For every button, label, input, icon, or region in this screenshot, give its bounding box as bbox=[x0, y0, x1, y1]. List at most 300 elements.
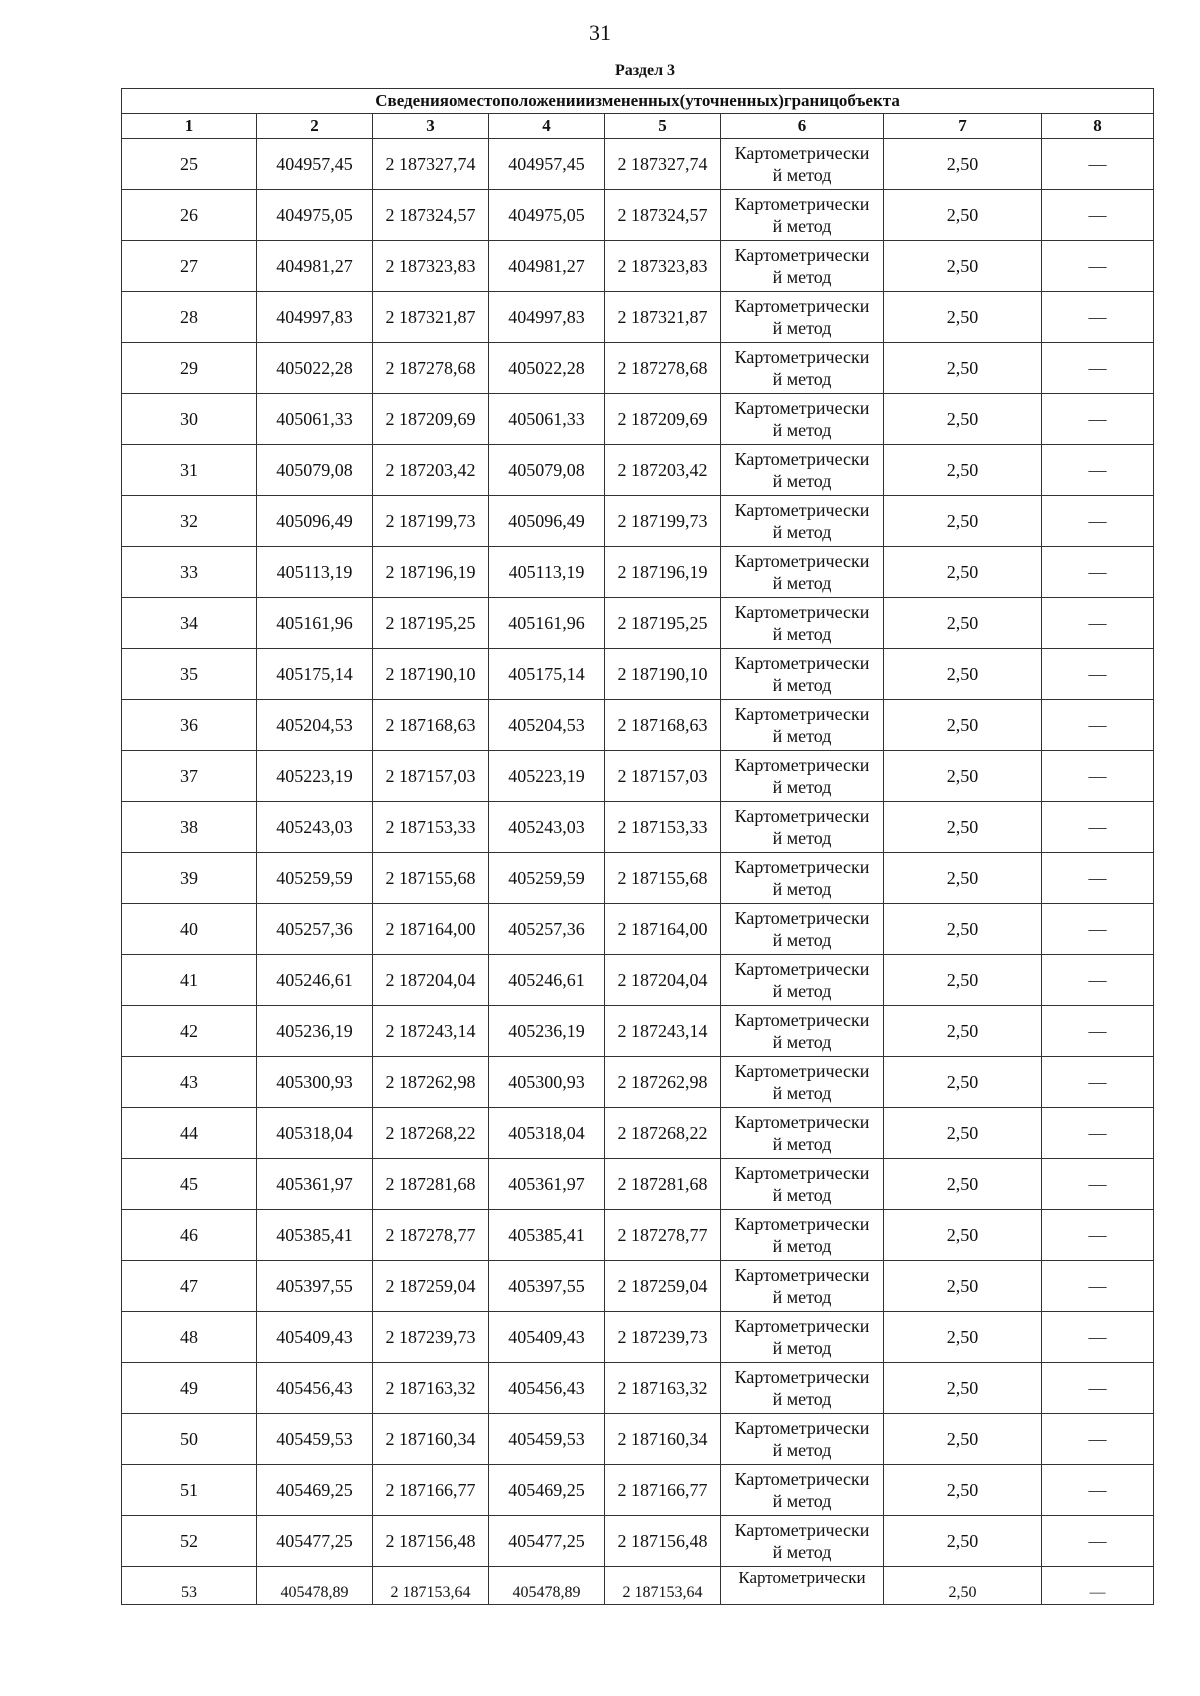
point-number-cell: 44 bbox=[122, 1108, 257, 1159]
method-line-2: й метод bbox=[772, 1287, 832, 1307]
x-existing-cell: 404957,45 bbox=[257, 139, 373, 190]
point-number-cell: 47 bbox=[122, 1261, 257, 1312]
note-cell: — bbox=[1042, 1312, 1154, 1363]
note-cell: — bbox=[1042, 139, 1154, 190]
x-refined-cell: 405079,08 bbox=[489, 445, 605, 496]
point-number-cell: 52 bbox=[122, 1516, 257, 1567]
x-refined-cell: 405236,19 bbox=[489, 1006, 605, 1057]
point-number-cell: 29 bbox=[122, 343, 257, 394]
method-line-2: й метод bbox=[772, 624, 832, 644]
accuracy-cell: 2,50 bbox=[884, 1414, 1042, 1465]
x-existing-cell: 404981,27 bbox=[257, 241, 373, 292]
y-refined-cell: 2 187243,14 bbox=[605, 1006, 721, 1057]
method-line-2: й метод bbox=[772, 675, 832, 695]
method-line-2: й метод bbox=[772, 471, 832, 491]
note-cell: — bbox=[1042, 802, 1154, 853]
x-refined-cell: 404975,05 bbox=[489, 190, 605, 241]
y-existing-cell: 2 187243,14 bbox=[373, 1006, 489, 1057]
x-refined-cell: 405257,36 bbox=[489, 904, 605, 955]
y-refined-cell: 2 187199,73 bbox=[605, 496, 721, 547]
method-line-1: Картометрически bbox=[734, 245, 870, 265]
method-line-1: Картометрически bbox=[734, 398, 870, 418]
x-existing-cell: 405022,28 bbox=[257, 343, 373, 394]
y-existing-cell: 2 187160,34 bbox=[373, 1414, 489, 1465]
table-row bbox=[122, 292, 1154, 343]
y-existing-cell: 2 187204,04 bbox=[373, 955, 489, 1006]
table-row bbox=[122, 1312, 1154, 1363]
method-cell bbox=[721, 802, 884, 853]
x-refined-cell: 405318,04 bbox=[489, 1108, 605, 1159]
column-number: 4 bbox=[489, 114, 605, 139]
method-line-1: Картометрически bbox=[734, 806, 870, 826]
table-row bbox=[122, 190, 1154, 241]
note-cell: — bbox=[1042, 445, 1154, 496]
x-existing-cell: 405300,93 bbox=[257, 1057, 373, 1108]
x-existing-cell: 405236,19 bbox=[257, 1006, 373, 1057]
x-refined-cell: 405397,55 bbox=[489, 1261, 605, 1312]
x-refined-cell: 405459,53 bbox=[489, 1414, 605, 1465]
y-refined-cell: 2 187324,57 bbox=[605, 190, 721, 241]
method-line-1: Картометрически bbox=[734, 1418, 870, 1438]
method-cell bbox=[721, 1159, 884, 1210]
accuracy-cell: 2,50 bbox=[884, 1159, 1042, 1210]
method-line-1: Картометрически bbox=[734, 1010, 870, 1030]
y-existing-cell: 2 187155,68 bbox=[373, 853, 489, 904]
column-number-row bbox=[122, 114, 1154, 139]
column-number: 3 bbox=[373, 114, 489, 139]
method-line-2: й метод bbox=[772, 1185, 832, 1205]
method-line-1: Картометрически bbox=[734, 857, 870, 877]
method-cell bbox=[721, 1006, 884, 1057]
method-cell bbox=[721, 394, 884, 445]
table-row bbox=[122, 241, 1154, 292]
x-existing-cell: 405385,41 bbox=[257, 1210, 373, 1261]
y-refined-cell: 2 187153,64 bbox=[605, 1567, 721, 1605]
y-existing-cell: 2 187195,25 bbox=[373, 598, 489, 649]
method-cell bbox=[721, 292, 884, 343]
table-caption-row bbox=[122, 89, 1154, 114]
note-cell: — bbox=[1042, 1159, 1154, 1210]
y-existing-cell: 2 187327,74 bbox=[373, 139, 489, 190]
note-cell: — bbox=[1042, 394, 1154, 445]
y-refined-cell: 2 187190,10 bbox=[605, 649, 721, 700]
accuracy-cell: 2,50 bbox=[884, 445, 1042, 496]
method-line-1: Картометрически bbox=[734, 1265, 870, 1285]
column-number: 7 bbox=[884, 114, 1042, 139]
accuracy-cell: 2,50 bbox=[884, 802, 1042, 853]
table-row bbox=[122, 343, 1154, 394]
table-row bbox=[122, 1516, 1154, 1567]
table-row bbox=[122, 445, 1154, 496]
accuracy-cell: 2,50 bbox=[884, 1465, 1042, 1516]
table-row bbox=[122, 1210, 1154, 1261]
x-refined-cell: 405469,25 bbox=[489, 1465, 605, 1516]
section-title: Раздел 3 bbox=[614, 62, 676, 79]
method-line-2: й метод bbox=[772, 1389, 832, 1409]
y-refined-cell: 2 187155,68 bbox=[605, 853, 721, 904]
method-line-1: Картометрически bbox=[734, 1469, 870, 1489]
method-line-2: й метод bbox=[772, 726, 832, 746]
method-line-2: й метод bbox=[772, 1491, 832, 1511]
y-existing-cell: 2 187239,73 bbox=[373, 1312, 489, 1363]
x-refined-cell: 405096,49 bbox=[489, 496, 605, 547]
x-existing-cell: 405459,53 bbox=[257, 1414, 373, 1465]
method-line-2: й метод bbox=[772, 1134, 832, 1154]
note-cell: — bbox=[1042, 1465, 1154, 1516]
x-existing-cell: 405096,49 bbox=[257, 496, 373, 547]
method-line-2: й метод bbox=[772, 1032, 832, 1052]
note-cell: — bbox=[1042, 1108, 1154, 1159]
y-refined-cell: 2 187209,69 bbox=[605, 394, 721, 445]
point-number-cell: 42 bbox=[122, 1006, 257, 1057]
x-refined-cell: 405243,03 bbox=[489, 802, 605, 853]
point-number-cell: 25 bbox=[122, 139, 257, 190]
accuracy-cell: 2,50 bbox=[884, 751, 1042, 802]
y-refined-cell: 2 187153,33 bbox=[605, 802, 721, 853]
note-cell: — bbox=[1042, 547, 1154, 598]
table-row bbox=[122, 802, 1154, 853]
y-refined-cell: 2 187204,04 bbox=[605, 955, 721, 1006]
x-refined-cell: 404957,45 bbox=[489, 139, 605, 190]
method-line-1: Картометрически bbox=[734, 1316, 870, 1336]
column-number: 1 bbox=[122, 114, 257, 139]
x-existing-cell: 405175,14 bbox=[257, 649, 373, 700]
point-number-cell: 26 bbox=[122, 190, 257, 241]
y-refined-cell: 2 187278,77 bbox=[605, 1210, 721, 1261]
y-existing-cell: 2 187281,68 bbox=[373, 1159, 489, 1210]
y-existing-cell: 2 187323,83 bbox=[373, 241, 489, 292]
method-cell bbox=[721, 343, 884, 394]
y-refined-cell: 2 187160,34 bbox=[605, 1414, 721, 1465]
x-refined-cell: 405161,96 bbox=[489, 598, 605, 649]
method-line-2: й метод bbox=[772, 573, 832, 593]
method-line-2: й метод bbox=[772, 777, 832, 797]
point-number-cell: 43 bbox=[122, 1057, 257, 1108]
y-refined-cell: 2 187321,87 bbox=[605, 292, 721, 343]
y-refined-cell: 2 187268,22 bbox=[605, 1108, 721, 1159]
y-refined-cell: 2 187278,68 bbox=[605, 343, 721, 394]
note-cell: — bbox=[1042, 1363, 1154, 1414]
note-cell: — bbox=[1042, 700, 1154, 751]
method-cell bbox=[721, 139, 884, 190]
method-cell bbox=[721, 547, 884, 598]
accuracy-cell: 2,50 bbox=[884, 1006, 1042, 1057]
table-row bbox=[122, 1414, 1154, 1465]
point-number-cell: 53 bbox=[122, 1567, 257, 1605]
y-existing-cell: 2 187268,22 bbox=[373, 1108, 489, 1159]
x-existing-cell: 405478,89 bbox=[257, 1567, 373, 1605]
table-row bbox=[122, 1159, 1154, 1210]
method-cell bbox=[721, 1057, 884, 1108]
method-line-1: Картометрически bbox=[734, 296, 870, 316]
method-line-2: й метод bbox=[772, 522, 832, 542]
x-existing-cell: 405397,55 bbox=[257, 1261, 373, 1312]
y-refined-cell: 2 187156,48 bbox=[605, 1516, 721, 1567]
x-existing-cell: 405204,53 bbox=[257, 700, 373, 751]
accuracy-cell: 2,50 bbox=[884, 1108, 1042, 1159]
method-line-2: й метод bbox=[772, 165, 832, 185]
x-refined-cell: 405478,89 bbox=[489, 1567, 605, 1605]
y-existing-cell: 2 187199,73 bbox=[373, 496, 489, 547]
point-number-cell: 39 bbox=[122, 853, 257, 904]
accuracy-cell: 2,50 bbox=[884, 394, 1042, 445]
method-line-2: й метод bbox=[772, 828, 832, 848]
y-existing-cell: 2 187164,00 bbox=[373, 904, 489, 955]
x-existing-cell: 405257,36 bbox=[257, 904, 373, 955]
y-refined-cell: 2 187196,19 bbox=[605, 547, 721, 598]
table-row bbox=[122, 598, 1154, 649]
method-cell bbox=[721, 1414, 884, 1465]
note-cell: — bbox=[1042, 1006, 1154, 1057]
note-cell: — bbox=[1042, 598, 1154, 649]
method-cell bbox=[721, 700, 884, 751]
x-refined-cell: 405385,41 bbox=[489, 1210, 605, 1261]
y-existing-cell: 2 187157,03 bbox=[373, 751, 489, 802]
accuracy-cell: 2,50 bbox=[884, 1516, 1042, 1567]
y-existing-cell: 2 187196,19 bbox=[373, 547, 489, 598]
x-refined-cell: 405300,93 bbox=[489, 1057, 605, 1108]
accuracy-cell: 2,50 bbox=[884, 700, 1042, 751]
table-row bbox=[122, 1363, 1154, 1414]
note-cell: — bbox=[1042, 649, 1154, 700]
method-cell bbox=[721, 1516, 884, 1567]
method-line-2: й метод bbox=[772, 981, 832, 1001]
accuracy-cell: 2,50 bbox=[884, 1210, 1042, 1261]
accuracy-cell: 2,50 bbox=[884, 190, 1042, 241]
table-row bbox=[122, 1261, 1154, 1312]
x-existing-cell: 405246,61 bbox=[257, 955, 373, 1006]
accuracy-cell: 2,50 bbox=[884, 649, 1042, 700]
method-line-1: Картометрически bbox=[734, 551, 870, 571]
method-cell bbox=[721, 1312, 884, 1363]
accuracy-cell: 2,50 bbox=[884, 1312, 1042, 1363]
column-number: 5 bbox=[605, 114, 721, 139]
accuracy-cell: 2,50 bbox=[884, 241, 1042, 292]
x-refined-cell: 405113,19 bbox=[489, 547, 605, 598]
table-row bbox=[122, 955, 1154, 1006]
method-line-1: Картометрически bbox=[734, 1061, 870, 1081]
accuracy-cell: 2,50 bbox=[884, 292, 1042, 343]
method-cell bbox=[721, 1363, 884, 1414]
point-number-cell: 34 bbox=[122, 598, 257, 649]
x-refined-cell: 405022,28 bbox=[489, 343, 605, 394]
table-row bbox=[122, 649, 1154, 700]
note-cell: — bbox=[1042, 1414, 1154, 1465]
point-number-cell: 41 bbox=[122, 955, 257, 1006]
method-cell bbox=[721, 445, 884, 496]
method-line-1: Картометрически bbox=[734, 347, 870, 367]
method-line-1: Картометрически bbox=[734, 143, 870, 163]
y-existing-cell: 2 187156,48 bbox=[373, 1516, 489, 1567]
x-refined-cell: 405409,43 bbox=[489, 1312, 605, 1363]
method-cell bbox=[721, 1108, 884, 1159]
y-existing-cell: 2 187203,42 bbox=[373, 445, 489, 496]
method-cell bbox=[721, 241, 884, 292]
x-refined-cell: 405259,59 bbox=[489, 853, 605, 904]
y-refined-cell: 2 187195,25 bbox=[605, 598, 721, 649]
x-existing-cell: 405259,59 bbox=[257, 853, 373, 904]
note-cell: — bbox=[1042, 853, 1154, 904]
point-number-cell: 51 bbox=[122, 1465, 257, 1516]
table-row bbox=[122, 139, 1154, 190]
note-cell: — bbox=[1042, 1210, 1154, 1261]
table-row bbox=[122, 547, 1154, 598]
y-refined-cell: 2 187323,83 bbox=[605, 241, 721, 292]
point-number-cell: 33 bbox=[122, 547, 257, 598]
note-cell: — bbox=[1042, 496, 1154, 547]
method-line-1: Картометрически bbox=[734, 1214, 870, 1234]
table-body bbox=[122, 139, 1154, 1605]
accuracy-cell: 2,50 bbox=[884, 139, 1042, 190]
x-existing-cell: 405409,43 bbox=[257, 1312, 373, 1363]
note-cell: — bbox=[1042, 1057, 1154, 1108]
point-number-cell: 46 bbox=[122, 1210, 257, 1261]
note-cell: — bbox=[1042, 241, 1154, 292]
accuracy-cell: 2,50 bbox=[884, 598, 1042, 649]
page-number: 31 bbox=[589, 20, 611, 45]
method-line-1: Картометрически bbox=[734, 1520, 870, 1540]
method-cell bbox=[721, 955, 884, 1006]
point-number-cell: 31 bbox=[122, 445, 257, 496]
note-cell: — bbox=[1042, 1261, 1154, 1312]
x-refined-cell: 404997,83 bbox=[489, 292, 605, 343]
x-existing-cell: 405456,43 bbox=[257, 1363, 373, 1414]
method-cell bbox=[721, 1567, 884, 1605]
method-cell bbox=[721, 496, 884, 547]
method-line-2: й метод bbox=[772, 1083, 832, 1103]
accuracy-cell: 2,50 bbox=[884, 1363, 1042, 1414]
method-line-1: Картометрически bbox=[734, 194, 870, 214]
point-number-cell: 38 bbox=[122, 802, 257, 853]
x-existing-cell: 404975,05 bbox=[257, 190, 373, 241]
table-row bbox=[122, 1465, 1154, 1516]
method-cell bbox=[721, 751, 884, 802]
accuracy-cell: 2,50 bbox=[884, 547, 1042, 598]
table-row bbox=[122, 1006, 1154, 1057]
point-number-cell: 30 bbox=[122, 394, 257, 445]
method-line-1: Картометрически bbox=[734, 1163, 870, 1183]
method-line-1: Картометрически bbox=[734, 908, 870, 928]
y-existing-cell: 2 187321,87 bbox=[373, 292, 489, 343]
method-line-2: й метод bbox=[772, 318, 832, 338]
column-number: 6 bbox=[721, 114, 884, 139]
coordinates-table bbox=[121, 88, 1154, 1605]
method-cell bbox=[721, 1210, 884, 1261]
y-refined-cell: 2 187157,03 bbox=[605, 751, 721, 802]
y-existing-cell: 2 187262,98 bbox=[373, 1057, 489, 1108]
y-existing-cell: 2 187259,04 bbox=[373, 1261, 489, 1312]
x-existing-cell: 405079,08 bbox=[257, 445, 373, 496]
x-existing-cell: 405113,19 bbox=[257, 547, 373, 598]
point-number-cell: 28 bbox=[122, 292, 257, 343]
table-row-partial bbox=[122, 1567, 1154, 1605]
x-refined-cell: 405223,19 bbox=[489, 751, 605, 802]
point-number-cell: 32 bbox=[122, 496, 257, 547]
accuracy-cell: 2,50 bbox=[884, 1567, 1042, 1605]
method-line-2: й метод bbox=[772, 1440, 832, 1460]
y-existing-cell: 2 187168,63 bbox=[373, 700, 489, 751]
method-line-2: й метод bbox=[772, 879, 832, 899]
method-line-1: Картометрически bbox=[738, 1568, 866, 1587]
accuracy-cell: 2,50 bbox=[884, 955, 1042, 1006]
y-refined-cell: 2 187164,00 bbox=[605, 904, 721, 955]
table-row bbox=[122, 496, 1154, 547]
column-number: 8 bbox=[1042, 114, 1154, 139]
y-existing-cell: 2 187153,33 bbox=[373, 802, 489, 853]
point-number-cell: 36 bbox=[122, 700, 257, 751]
point-number-cell: 35 bbox=[122, 649, 257, 700]
note-cell: — bbox=[1042, 955, 1154, 1006]
accuracy-cell: 2,50 bbox=[884, 853, 1042, 904]
y-refined-cell: 2 187239,73 bbox=[605, 1312, 721, 1363]
note-cell: — bbox=[1042, 1516, 1154, 1567]
method-line-2: й метод bbox=[772, 369, 832, 389]
method-cell bbox=[721, 1261, 884, 1312]
y-refined-cell: 2 187168,63 bbox=[605, 700, 721, 751]
y-existing-cell: 2 187166,77 bbox=[373, 1465, 489, 1516]
accuracy-cell: 2,50 bbox=[884, 343, 1042, 394]
y-existing-cell: 2 187163,32 bbox=[373, 1363, 489, 1414]
x-existing-cell: 405477,25 bbox=[257, 1516, 373, 1567]
x-existing-cell: 405469,25 bbox=[257, 1465, 373, 1516]
x-refined-cell: 405361,97 bbox=[489, 1159, 605, 1210]
y-existing-cell: 2 187190,10 bbox=[373, 649, 489, 700]
x-refined-cell: 405061,33 bbox=[489, 394, 605, 445]
point-number-cell: 40 bbox=[122, 904, 257, 955]
accuracy-cell: 2,50 bbox=[884, 904, 1042, 955]
x-existing-cell: 405361,97 bbox=[257, 1159, 373, 1210]
x-refined-cell: 405477,25 bbox=[489, 1516, 605, 1567]
column-number: 2 bbox=[257, 114, 373, 139]
point-number-cell: 27 bbox=[122, 241, 257, 292]
note-cell: — bbox=[1042, 190, 1154, 241]
y-refined-cell: 2 187262,98 bbox=[605, 1057, 721, 1108]
method-line-1: Картометрически bbox=[734, 500, 870, 520]
x-refined-cell: 405456,43 bbox=[489, 1363, 605, 1414]
accuracy-cell: 2,50 bbox=[884, 496, 1042, 547]
method-line-1: Картометрически bbox=[734, 959, 870, 979]
method-line-1: Картометрически bbox=[734, 449, 870, 469]
note-cell: — bbox=[1042, 343, 1154, 394]
method-line-2: й метод bbox=[772, 420, 832, 440]
x-refined-cell: 405246,61 bbox=[489, 955, 605, 1006]
y-refined-cell: 2 187203,42 bbox=[605, 445, 721, 496]
point-number-cell: 49 bbox=[122, 1363, 257, 1414]
y-existing-cell: 2 187278,68 bbox=[373, 343, 489, 394]
method-line-2: й метод bbox=[772, 216, 832, 236]
method-line-1: Картометрически bbox=[734, 1112, 870, 1132]
table-row bbox=[122, 751, 1154, 802]
method-cell bbox=[721, 190, 884, 241]
method-cell bbox=[721, 598, 884, 649]
x-existing-cell: 405243,03 bbox=[257, 802, 373, 853]
point-number-cell: 45 bbox=[122, 1159, 257, 1210]
table-row bbox=[122, 904, 1154, 955]
table-row bbox=[122, 853, 1154, 904]
method-line-2: й метод bbox=[772, 1338, 832, 1358]
method-line-1: Картометрически bbox=[734, 653, 870, 673]
table-row bbox=[122, 394, 1154, 445]
method-line-1: Картометрически bbox=[734, 755, 870, 775]
y-refined-cell: 2 187327,74 bbox=[605, 139, 721, 190]
y-existing-cell: 2 187278,77 bbox=[373, 1210, 489, 1261]
x-refined-cell: 405204,53 bbox=[489, 700, 605, 751]
point-number-cell: 50 bbox=[122, 1414, 257, 1465]
method-line-2: й метод bbox=[772, 1542, 832, 1562]
accuracy-cell: 2,50 bbox=[884, 1261, 1042, 1312]
x-existing-cell: 404997,83 bbox=[257, 292, 373, 343]
y-existing-cell: 2 187209,69 bbox=[373, 394, 489, 445]
